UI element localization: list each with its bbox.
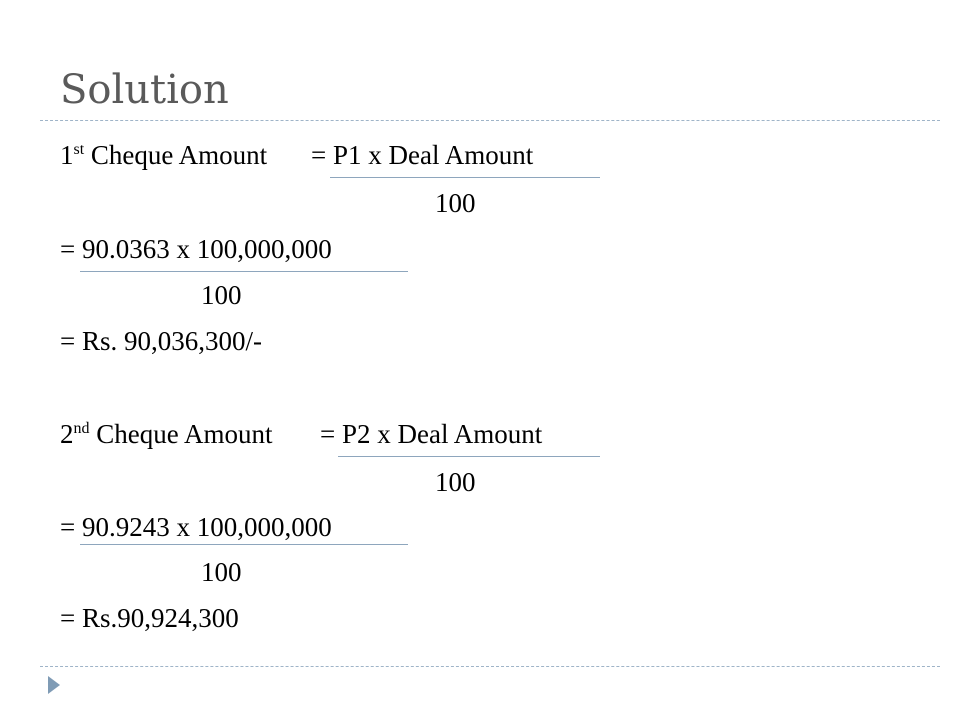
footer-divider bbox=[40, 666, 940, 667]
title-divider bbox=[40, 120, 940, 121]
first-calc-denominator: 100 bbox=[201, 280, 242, 310]
first-formula-denominator: 100 bbox=[435, 188, 476, 218]
first-result: = Rs. 90,036,300/- bbox=[60, 326, 262, 356]
first-formula-fraction-bar bbox=[330, 177, 600, 178]
slide-title: Solution bbox=[60, 67, 229, 113]
first-cheque-label-number: 1 bbox=[60, 140, 74, 170]
second-formula: = P2 x Deal Amount bbox=[320, 419, 543, 449]
second-cheque-label-suffix: nd bbox=[73, 420, 90, 437]
first-cheque-label-suffix: st bbox=[73, 141, 85, 158]
second-cheque-label-number: 2 bbox=[60, 419, 74, 449]
first-cheque-label-text: Cheque Amount bbox=[84, 140, 268, 170]
second-calc-denominator: 100 bbox=[201, 557, 242, 587]
first-calc: = 90.0363 x 100,000,000 bbox=[60, 234, 332, 264]
second-cheque-label bbox=[60, 419, 273, 449]
second-result: = Rs.90,924,300 bbox=[60, 603, 239, 633]
second-formula-fraction-bar bbox=[338, 456, 600, 457]
second-calc-fraction-bar bbox=[80, 544, 408, 545]
second-formula-denominator: 100 bbox=[435, 467, 476, 497]
triangle-bullet-icon bbox=[48, 676, 60, 694]
second-calc: = 90.9243 x 100,000,000 bbox=[60, 512, 332, 542]
second-cheque-label-text: Cheque Amount bbox=[89, 419, 273, 449]
first-formula: = P1 x Deal Amount bbox=[311, 140, 534, 170]
first-cheque-label bbox=[60, 140, 267, 170]
first-calc-fraction-bar bbox=[80, 271, 408, 272]
